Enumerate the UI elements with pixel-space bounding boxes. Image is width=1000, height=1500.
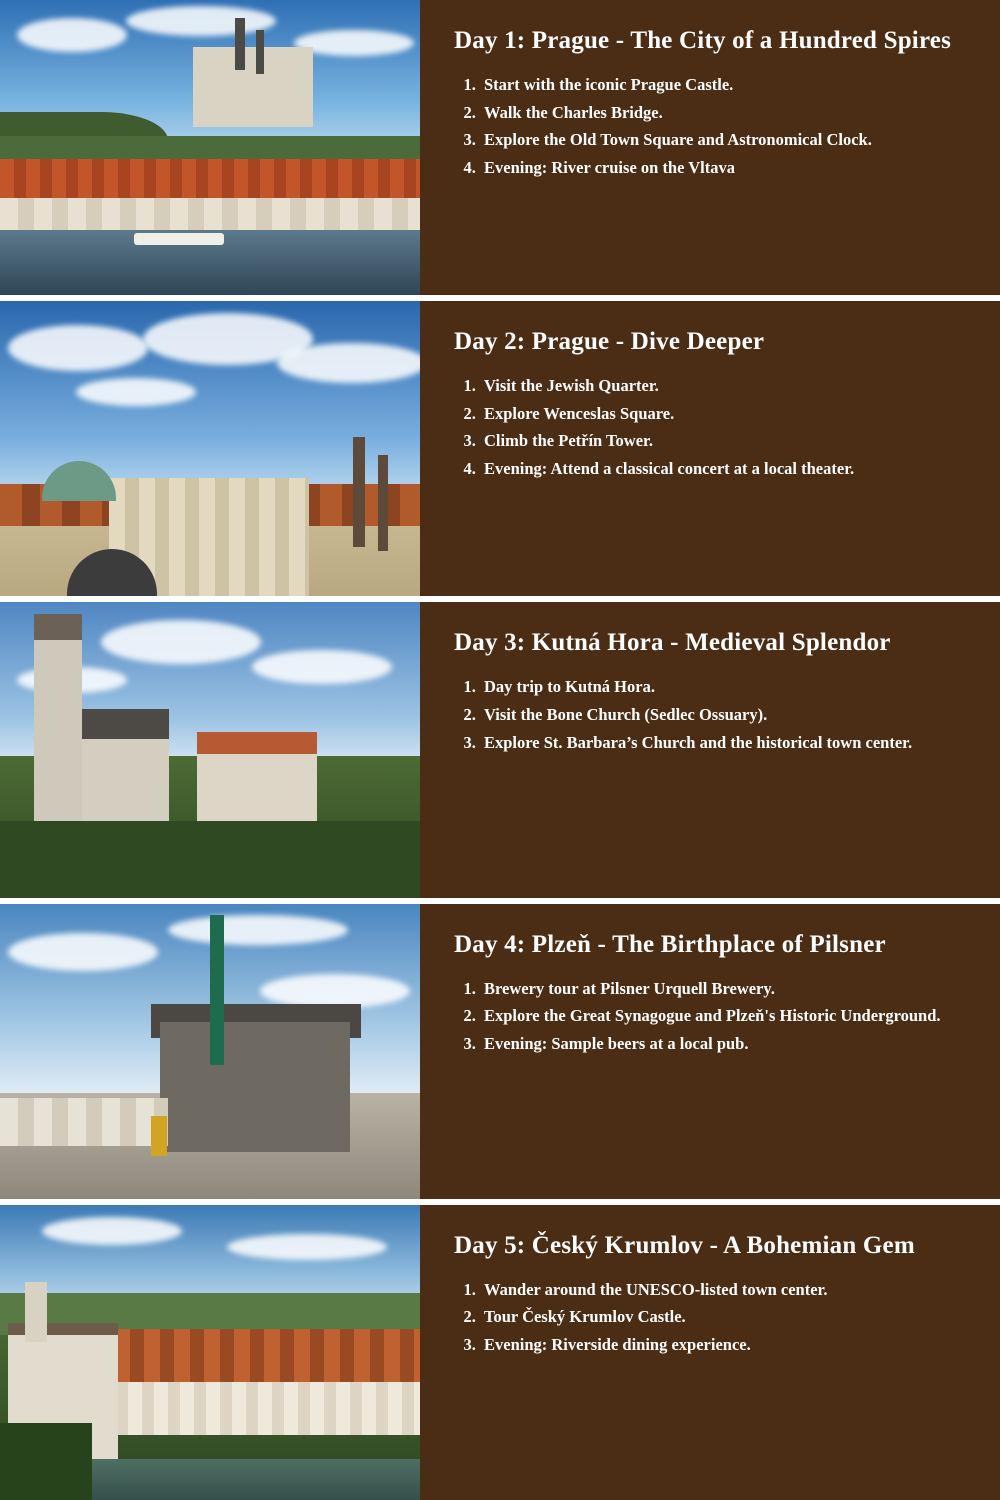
list-item: 3. Explore the Old Town Square and Astronomical Clock. [480, 127, 966, 153]
golden-sculpture [151, 1116, 167, 1156]
list-item: 3. Evening: Riverside dining experience. [480, 1332, 966, 1358]
list-item: 1. Day trip to Kutná Hora. [480, 674, 966, 700]
cloud [17, 18, 127, 52]
itinerary-day-3 [0, 602, 1000, 897]
day-3-content [420, 602, 1000, 897]
cloud [8, 325, 148, 371]
bell-tower [34, 632, 82, 822]
list-item: 1. Visit the Jewish Quarter. [480, 373, 966, 399]
cloud [277, 343, 420, 383]
itinerary-day-1 [0, 0, 1000, 295]
bell-tower-roof [34, 614, 82, 640]
day-1-title: Day 1: Prague - The City of a Hundred Spires [454, 27, 952, 54]
second-church [197, 744, 317, 824]
day-2-steps [480, 373, 966, 483]
day-5-steps [480, 1277, 966, 1360]
cathedral-building [160, 1022, 350, 1152]
cloud [252, 650, 392, 684]
river-boat [134, 233, 224, 245]
day-4-content [420, 904, 1000, 1199]
cloud [76, 378, 196, 406]
riverbank-trees [0, 1423, 92, 1500]
day-3-photo [0, 602, 420, 897]
day-4-steps [480, 976, 966, 1059]
list-item: 2. Tour Český Krumlov Castle. [480, 1304, 966, 1330]
day-3-steps [480, 674, 966, 757]
list-item: 3. Evening: Sample beers at a local pub. [480, 1031, 966, 1057]
itinerary-day-5 [0, 1205, 1000, 1500]
cathedral-spire [235, 18, 245, 70]
list-item: 4. Evening: River cruise on the Vltava [480, 155, 966, 181]
list-item: 1. Wander around the UNESCO-listed town center. [480, 1277, 966, 1303]
itinerary-day-4 [0, 904, 1000, 1199]
day-1-content [420, 0, 1000, 295]
gothic-tower [353, 437, 365, 547]
list-item: 2. Visit the Bone Church (Sedlec Ossuary). [480, 702, 966, 728]
river [67, 1459, 420, 1500]
day-4-photo [0, 904, 420, 1199]
list-item: 2. Explore Wenceslas Square. [480, 401, 966, 427]
cathedral-spire [210, 915, 224, 1065]
list-item: 2. Explore the Great Synagogue and Plzeň's Historic Underground. [480, 1003, 966, 1029]
list-item: 4. Evening: Attend a classical concert at a local theater. [480, 456, 966, 482]
day-2-photo [0, 301, 420, 596]
day-2-title: Day 2: Prague - Dive Deeper [454, 328, 765, 356]
day-5-photo [0, 1205, 420, 1500]
castle-tower [25, 1282, 47, 1342]
day-1-steps [480, 72, 966, 182]
second-church-roof [197, 732, 317, 754]
day-1-photo [0, 0, 420, 295]
houses [76, 1382, 420, 1435]
list-item: 3. Explore St. Barbara’s Church and the historical town center. [480, 730, 966, 756]
cloud [101, 620, 261, 664]
day-5-content [420, 1205, 1000, 1500]
day-2-content [420, 301, 1000, 596]
cloud [8, 933, 158, 971]
day-5-title: Day 5: Český Krumlov - A Bohemian Gem [454, 1231, 915, 1259]
cathedral-spire [256, 30, 264, 74]
houses [0, 198, 420, 233]
day-3-title: Day 3: Kutná Hora - Medieval Splendor [454, 629, 891, 657]
list-item: 3. Climb the Petřín Tower. [480, 428, 966, 454]
list-item: 1. Start with the iconic Prague Castle. [480, 72, 966, 98]
list-item: 1. Brewery tour at Pilsner Urquell Brewery. [480, 976, 966, 1002]
list-item: 2. Walk the Charles Bridge. [480, 100, 966, 126]
treeline [0, 821, 420, 898]
day-4-title: Day 4: Plzeň - The Birthplace of Pilsner [454, 930, 886, 958]
gothic-tower [378, 455, 388, 551]
castle-building [193, 47, 313, 127]
itinerary-day-2 [0, 301, 1000, 596]
square-buildings [0, 1098, 168, 1145]
cloud [126, 6, 276, 36]
cloud [42, 1217, 182, 1245]
